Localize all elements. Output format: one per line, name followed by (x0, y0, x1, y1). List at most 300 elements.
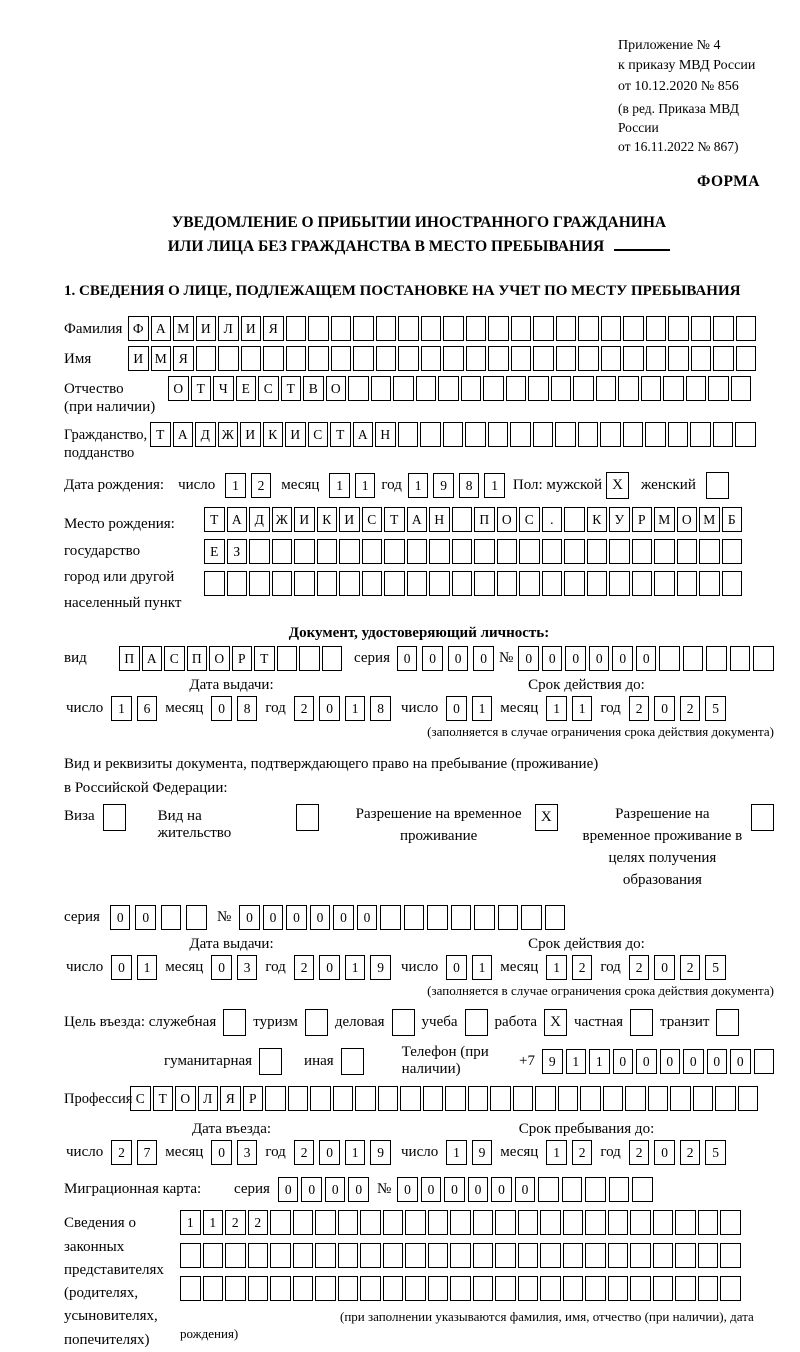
purpose-official-checkbox[interactable] (223, 1009, 246, 1036)
char-cell[interactable] (294, 571, 315, 596)
char-cell[interactable] (713, 316, 734, 341)
char-cell[interactable] (675, 1243, 696, 1268)
char-cell[interactable] (556, 316, 577, 341)
char-cell[interactable]: А (353, 422, 374, 447)
char-cell[interactable] (450, 1210, 471, 1235)
temp-residence-edu-checkbox[interactable] (751, 804, 774, 831)
char-cell[interactable]: 0 (636, 646, 657, 671)
char-cell[interactable]: 0 (654, 696, 675, 721)
char-cell[interactable]: 3 (237, 955, 258, 980)
char-cell[interactable]: 9 (472, 1140, 493, 1165)
char-cell[interactable]: Т (191, 376, 212, 401)
char-cell[interactable] (421, 316, 442, 341)
char-cell[interactable]: А (173, 422, 194, 447)
char-cell[interactable] (519, 571, 540, 596)
char-cell[interactable] (331, 346, 352, 371)
char-cell[interactable] (699, 571, 720, 596)
char-cell[interactable] (555, 422, 576, 447)
char-cell[interactable] (465, 422, 486, 447)
char-cell[interactable] (573, 376, 594, 401)
char-cell[interactable]: 0 (422, 646, 443, 671)
char-cell[interactable]: Д (249, 507, 270, 532)
char-cell[interactable] (641, 376, 662, 401)
char-cell[interactable] (668, 346, 689, 371)
char-cell[interactable]: Т (281, 376, 302, 401)
char-cell[interactable]: Д (195, 422, 216, 447)
char-cell[interactable] (540, 1276, 561, 1301)
char-cell[interactable] (443, 316, 464, 341)
char-cell[interactable] (225, 1276, 246, 1301)
char-cell[interactable] (654, 571, 675, 596)
char-cell[interactable]: Т (254, 646, 275, 671)
char-cell[interactable]: 6 (137, 696, 158, 721)
char-cell[interactable] (272, 539, 293, 564)
char-cell[interactable] (348, 376, 369, 401)
char-cell[interactable]: 1 (329, 473, 350, 498)
char-cell[interactable] (294, 539, 315, 564)
char-cell[interactable]: 0 (518, 646, 539, 671)
char-cell[interactable] (603, 1086, 624, 1111)
char-cell[interactable]: И (241, 316, 262, 341)
char-cell[interactable] (668, 422, 689, 447)
char-cell[interactable]: 0 (446, 955, 467, 980)
char-cell[interactable]: 0 (301, 1177, 322, 1202)
char-cell[interactable]: 5 (705, 955, 726, 980)
char-cell[interactable] (683, 646, 704, 671)
char-cell[interactable] (227, 571, 248, 596)
char-cell[interactable] (338, 1276, 359, 1301)
char-cell[interactable] (186, 905, 207, 930)
char-cell[interactable] (521, 905, 542, 930)
char-cell[interactable]: 0 (333, 905, 354, 930)
char-cell[interactable] (427, 905, 448, 930)
char-cell[interactable] (360, 1210, 381, 1235)
char-cell[interactable]: С (308, 422, 329, 447)
char-cell[interactable]: 0 (707, 1049, 728, 1074)
char-cell[interactable] (497, 571, 518, 596)
char-cell[interactable] (686, 376, 707, 401)
char-cell[interactable]: 2 (629, 696, 650, 721)
char-cell[interactable]: 0 (421, 1177, 442, 1202)
char-cell[interactable] (428, 1243, 449, 1268)
char-cell[interactable] (540, 1243, 561, 1268)
char-cell[interactable]: З (227, 539, 248, 564)
char-cell[interactable]: 2 (294, 1140, 315, 1165)
char-cell[interactable]: Ж (272, 507, 293, 532)
char-cell[interactable]: 0 (491, 1177, 512, 1202)
char-cell[interactable] (533, 422, 554, 447)
char-cell[interactable]: Ч (213, 376, 234, 401)
visa-checkbox[interactable] (103, 804, 126, 831)
char-cell[interactable] (609, 571, 630, 596)
char-cell[interactable]: Т (150, 422, 171, 447)
char-cell[interactable]: 0 (211, 696, 232, 721)
char-cell[interactable] (630, 1210, 651, 1235)
char-cell[interactable]: 0 (612, 646, 633, 671)
char-cell[interactable] (248, 1276, 269, 1301)
char-cell[interactable]: О (175, 1086, 196, 1111)
char-cell[interactable]: 1 (589, 1049, 610, 1074)
char-cell[interactable]: У (609, 507, 630, 532)
char-cell[interactable] (623, 422, 644, 447)
char-cell[interactable] (452, 571, 473, 596)
char-cell[interactable] (731, 376, 752, 401)
char-cell[interactable] (533, 346, 554, 371)
char-cell[interactable]: 0 (468, 1177, 489, 1202)
char-cell[interactable]: 1 (472, 955, 493, 980)
char-cell[interactable] (715, 1086, 736, 1111)
char-cell[interactable] (339, 571, 360, 596)
char-cell[interactable] (677, 571, 698, 596)
char-cell[interactable]: 2 (294, 955, 315, 980)
char-cell[interactable]: 2 (294, 696, 315, 721)
char-cell[interactable] (601, 316, 622, 341)
char-cell[interactable]: М (699, 507, 720, 532)
char-cell[interactable]: 0 (310, 905, 331, 930)
char-cell[interactable] (698, 1210, 719, 1235)
char-cell[interactable]: 1 (546, 955, 567, 980)
char-cell[interactable]: 2 (680, 696, 701, 721)
char-cell[interactable]: 1 (203, 1210, 224, 1235)
char-cell[interactable] (736, 316, 757, 341)
char-cell[interactable] (699, 539, 720, 564)
char-cell[interactable]: 2 (572, 1140, 593, 1165)
char-cell[interactable] (608, 1243, 629, 1268)
char-cell[interactable] (474, 571, 495, 596)
char-cell[interactable] (510, 422, 531, 447)
char-cell[interactable] (293, 1243, 314, 1268)
char-cell[interactable]: . (542, 507, 563, 532)
char-cell[interactable]: В (303, 376, 324, 401)
char-cell[interactable] (380, 905, 401, 930)
char-cell[interactable] (738, 1086, 759, 1111)
char-cell[interactable] (585, 1177, 606, 1202)
char-cell[interactable] (556, 346, 577, 371)
char-cell[interactable] (563, 1210, 584, 1235)
char-cell[interactable] (542, 539, 563, 564)
char-cell[interactable]: 0 (239, 905, 260, 930)
char-cell[interactable]: 0 (654, 1140, 675, 1165)
char-cell[interactable]: Я (263, 316, 284, 341)
char-cell[interactable] (528, 376, 549, 401)
char-cell[interactable] (564, 507, 585, 532)
char-cell[interactable] (248, 1243, 269, 1268)
char-cell[interactable] (429, 571, 450, 596)
char-cell[interactable]: 0 (397, 646, 418, 671)
char-cell[interactable]: И (339, 507, 360, 532)
char-cell[interactable]: 0 (263, 905, 284, 930)
char-cell[interactable]: И (196, 316, 217, 341)
char-cell[interactable]: 0 (278, 1177, 299, 1202)
char-cell[interactable] (315, 1276, 336, 1301)
char-cell[interactable] (360, 1276, 381, 1301)
char-cell[interactable] (587, 571, 608, 596)
char-cell[interactable] (180, 1243, 201, 1268)
char-cell[interactable] (495, 1276, 516, 1301)
char-cell[interactable] (196, 346, 217, 371)
char-cell[interactable]: М (151, 346, 172, 371)
char-cell[interactable] (452, 507, 473, 532)
char-cell[interactable]: С (258, 376, 279, 401)
char-cell[interactable] (331, 316, 352, 341)
char-cell[interactable]: 1 (345, 696, 366, 721)
char-cell[interactable]: 0 (730, 1049, 751, 1074)
char-cell[interactable] (511, 316, 532, 341)
char-cell[interactable]: 0 (325, 1177, 346, 1202)
char-cell[interactable] (277, 646, 298, 671)
char-cell[interactable]: 2 (251, 473, 272, 498)
char-cell[interactable] (730, 646, 751, 671)
char-cell[interactable] (322, 646, 343, 671)
char-cell[interactable] (677, 539, 698, 564)
purpose-study-checkbox[interactable] (465, 1009, 488, 1036)
char-cell[interactable] (713, 422, 734, 447)
char-cell[interactable] (405, 1243, 426, 1268)
char-cell[interactable] (270, 1210, 291, 1235)
char-cell[interactable] (609, 1177, 630, 1202)
char-cell[interactable] (443, 346, 464, 371)
char-cell[interactable]: Н (375, 422, 396, 447)
char-cell[interactable] (371, 376, 392, 401)
char-cell[interactable] (653, 1276, 674, 1301)
char-cell[interactable] (270, 1243, 291, 1268)
char-cell[interactable]: 1 (472, 696, 493, 721)
char-cell[interactable]: Е (204, 539, 225, 564)
char-cell[interactable] (585, 1243, 606, 1268)
char-cell[interactable]: 0 (319, 696, 340, 721)
purpose-humanitarian-checkbox[interactable] (259, 1048, 282, 1075)
char-cell[interactable] (545, 905, 566, 930)
char-cell[interactable]: 0 (444, 1177, 465, 1202)
char-cell[interactable] (513, 1086, 534, 1111)
char-cell[interactable] (609, 539, 630, 564)
char-cell[interactable] (542, 571, 563, 596)
char-cell[interactable]: С (362, 507, 383, 532)
char-cell[interactable]: 2 (248, 1210, 269, 1235)
char-cell[interactable] (653, 1243, 674, 1268)
char-cell[interactable] (645, 422, 666, 447)
char-cell[interactable] (690, 422, 711, 447)
char-cell[interactable] (623, 346, 644, 371)
char-cell[interactable] (249, 571, 270, 596)
char-cell[interactable] (466, 316, 487, 341)
char-cell[interactable]: 0 (448, 646, 469, 671)
residence-permit-checkbox[interactable] (296, 804, 319, 831)
char-cell[interactable] (720, 1243, 741, 1268)
char-cell[interactable] (263, 346, 284, 371)
char-cell[interactable] (754, 1049, 775, 1074)
char-cell[interactable] (398, 346, 419, 371)
char-cell[interactable] (383, 1243, 404, 1268)
char-cell[interactable] (450, 1276, 471, 1301)
char-cell[interactable] (564, 539, 585, 564)
char-cell[interactable] (632, 1177, 653, 1202)
char-cell[interactable] (720, 1210, 741, 1235)
char-cell[interactable] (488, 422, 509, 447)
char-cell[interactable]: 1 (345, 1140, 366, 1165)
char-cell[interactable]: А (227, 507, 248, 532)
char-cell[interactable] (601, 346, 622, 371)
purpose-work-checkbox[interactable]: X (544, 1009, 567, 1036)
char-cell[interactable] (474, 539, 495, 564)
char-cell[interactable] (299, 646, 320, 671)
char-cell[interactable] (405, 1276, 426, 1301)
char-cell[interactable]: 0 (515, 1177, 536, 1202)
char-cell[interactable] (384, 571, 405, 596)
char-cell[interactable] (497, 539, 518, 564)
char-cell[interactable]: О (326, 376, 347, 401)
char-cell[interactable] (218, 346, 239, 371)
char-cell[interactable]: 3 (237, 1140, 258, 1165)
char-cell[interactable] (450, 1243, 471, 1268)
char-cell[interactable] (632, 539, 653, 564)
char-cell[interactable]: 0 (397, 1177, 418, 1202)
char-cell[interactable] (646, 316, 667, 341)
char-cell[interactable] (438, 376, 459, 401)
char-cell[interactable]: 1 (345, 955, 366, 980)
char-cell[interactable] (288, 1086, 309, 1111)
char-cell[interactable]: 0 (660, 1049, 681, 1074)
char-cell[interactable] (585, 1276, 606, 1301)
char-cell[interactable] (393, 376, 414, 401)
char-cell[interactable] (423, 1086, 444, 1111)
char-cell[interactable] (398, 316, 419, 341)
char-cell[interactable] (663, 376, 684, 401)
char-cell[interactable]: Т (330, 422, 351, 447)
char-cell[interactable]: 9 (433, 473, 454, 498)
char-cell[interactable] (535, 1086, 556, 1111)
sex-female-checkbox[interactable] (706, 472, 729, 499)
char-cell[interactable]: 8 (370, 696, 391, 721)
char-cell[interactable]: М (654, 507, 675, 532)
char-cell[interactable]: 5 (705, 696, 726, 721)
char-cell[interactable] (533, 316, 554, 341)
char-cell[interactable] (580, 1086, 601, 1111)
char-cell[interactable]: Р (243, 1086, 264, 1111)
char-cell[interactable]: 0 (135, 905, 156, 930)
char-cell[interactable] (648, 1086, 669, 1111)
char-cell[interactable] (495, 1243, 516, 1268)
char-cell[interactable] (180, 1276, 201, 1301)
char-cell[interactable]: 2 (572, 955, 593, 980)
char-cell[interactable] (483, 376, 504, 401)
char-cell[interactable] (315, 1210, 336, 1235)
char-cell[interactable] (608, 1276, 629, 1301)
char-cell[interactable] (518, 1276, 539, 1301)
char-cell[interactable]: 1 (546, 1140, 567, 1165)
char-cell[interactable]: 1 (446, 1140, 467, 1165)
char-cell[interactable]: Б (722, 507, 743, 532)
char-cell[interactable] (317, 539, 338, 564)
char-cell[interactable] (338, 1243, 359, 1268)
char-cell[interactable]: 9 (542, 1049, 563, 1074)
char-cell[interactable] (698, 1276, 719, 1301)
char-cell[interactable]: И (128, 346, 149, 371)
char-cell[interactable]: Р (632, 507, 653, 532)
char-cell[interactable]: 2 (680, 1140, 701, 1165)
char-cell[interactable] (564, 571, 585, 596)
char-cell[interactable]: 1 (408, 473, 429, 498)
char-cell[interactable]: Я (173, 346, 194, 371)
char-cell[interactable] (308, 346, 329, 371)
char-cell[interactable]: 8 (237, 696, 258, 721)
char-cell[interactable] (490, 1086, 511, 1111)
char-cell[interactable]: 0 (110, 905, 131, 930)
char-cell[interactable] (241, 346, 262, 371)
char-cell[interactable] (272, 571, 293, 596)
char-cell[interactable]: О (168, 376, 189, 401)
char-cell[interactable] (286, 346, 307, 371)
char-cell[interactable] (587, 539, 608, 564)
char-cell[interactable] (353, 316, 374, 341)
char-cell[interactable] (286, 316, 307, 341)
char-cell[interactable]: П (187, 646, 208, 671)
char-cell[interactable]: 5 (705, 1140, 726, 1165)
char-cell[interactable] (722, 539, 743, 564)
char-cell[interactable]: Л (218, 316, 239, 341)
char-cell[interactable] (618, 376, 639, 401)
char-cell[interactable]: Я (220, 1086, 241, 1111)
char-cell[interactable] (404, 905, 425, 930)
char-cell[interactable]: 7 (137, 1140, 158, 1165)
char-cell[interactable]: К (317, 507, 338, 532)
char-cell[interactable] (518, 1210, 539, 1235)
char-cell[interactable] (698, 1243, 719, 1268)
char-cell[interactable] (578, 422, 599, 447)
char-cell[interactable] (538, 1177, 559, 1202)
char-cell[interactable] (498, 905, 519, 930)
char-cell[interactable]: 0 (446, 696, 467, 721)
char-cell[interactable] (670, 1086, 691, 1111)
char-cell[interactable] (518, 1243, 539, 1268)
char-cell[interactable] (378, 1086, 399, 1111)
char-cell[interactable]: 0 (211, 1140, 232, 1165)
char-cell[interactable] (558, 1086, 579, 1111)
char-cell[interactable]: М (173, 316, 194, 341)
char-cell[interactable]: 0 (111, 955, 132, 980)
char-cell[interactable]: О (497, 507, 518, 532)
char-cell[interactable] (225, 1243, 246, 1268)
char-cell[interactable] (293, 1210, 314, 1235)
char-cell[interactable] (265, 1086, 286, 1111)
char-cell[interactable] (540, 1210, 561, 1235)
char-cell[interactable] (429, 539, 450, 564)
purpose-tourism-checkbox[interactable] (305, 1009, 328, 1036)
char-cell[interactable]: Т (384, 507, 405, 532)
char-cell[interactable] (551, 376, 572, 401)
char-cell[interactable] (400, 1086, 421, 1111)
char-cell[interactable]: 1 (225, 473, 246, 498)
char-cell[interactable] (362, 571, 383, 596)
char-cell[interactable]: К (587, 507, 608, 532)
char-cell[interactable] (585, 1210, 606, 1235)
char-cell[interactable] (630, 1276, 651, 1301)
char-cell[interactable] (474, 905, 495, 930)
char-cell[interactable] (466, 346, 487, 371)
char-cell[interactable] (355, 1086, 376, 1111)
char-cell[interactable]: 0 (542, 646, 563, 671)
char-cell[interactable] (428, 1210, 449, 1235)
char-cell[interactable] (443, 422, 464, 447)
char-cell[interactable]: 0 (348, 1177, 369, 1202)
sex-male-checkbox[interactable]: X (606, 472, 629, 499)
char-cell[interactable] (445, 1086, 466, 1111)
char-cell[interactable] (339, 539, 360, 564)
char-cell[interactable]: А (142, 646, 163, 671)
char-cell[interactable]: 1 (572, 696, 593, 721)
char-cell[interactable] (653, 1210, 674, 1235)
char-cell[interactable] (563, 1243, 584, 1268)
